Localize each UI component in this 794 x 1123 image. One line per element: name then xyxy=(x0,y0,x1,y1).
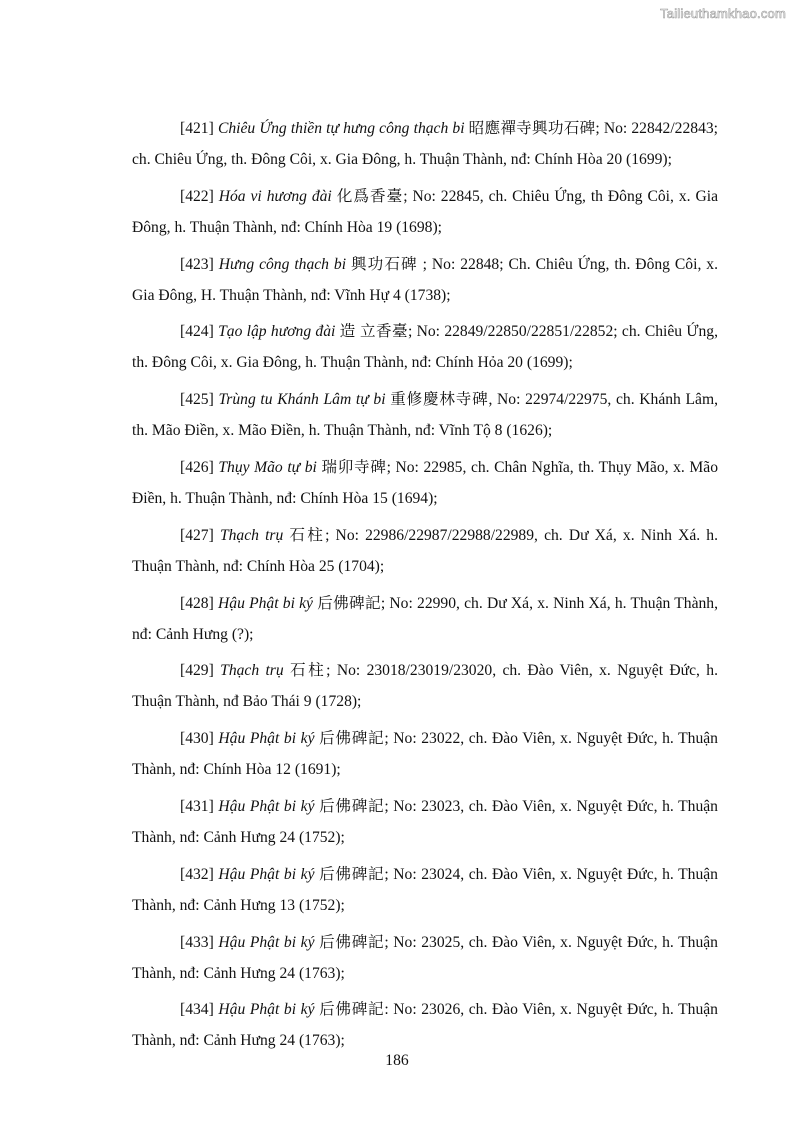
entry-details: 后佛碑記; No: 23025, ch. Đào Viên, x. Nguyệt Đức, h. Thuận Thành, nđ: Cảnh Hưng 24 (1763); xyxy=(132,933,718,982)
list-item xyxy=(132,384,718,446)
entry-number: [427] xyxy=(180,526,214,544)
entry-details: 后佛碑記; No: 23022, ch. Đào Viên, x. Nguyệt Đức, h. Thuận Thành, nđ: Chính Hòa 12 (1691); xyxy=(132,730,718,779)
list-item xyxy=(132,791,718,853)
list-item xyxy=(132,994,718,1056)
entry-title: Hậu Phật bi ký xyxy=(218,1001,315,1019)
entry-number: [423] xyxy=(180,255,214,273)
entry-title: Hậu Phật bi ký xyxy=(218,865,315,883)
entry-title: Chiêu Ứng thiền tự hưng công thạch bi xyxy=(217,120,465,137)
list-item xyxy=(132,452,718,514)
entry-number: [430] xyxy=(180,730,214,748)
entry-title: Hóa vi hương đài xyxy=(218,187,332,205)
entry-title: Thạch trụ xyxy=(219,526,284,544)
list-item xyxy=(132,249,718,311)
list-item xyxy=(132,723,718,785)
entry-details: 后佛碑記; No: 23023, ch. Đào Viên, x. Nguyệt Đức, h. Thuận Thành, nđ: Cảnh Hưng 24 (1752); xyxy=(132,797,718,846)
entry-title: Hậu Phật bi ký xyxy=(218,797,315,815)
page-number: 186 xyxy=(385,1052,409,1069)
list-item xyxy=(132,113,718,175)
bibliography-list xyxy=(132,113,718,1062)
entry-details: 造 立香臺; No: 22849/22850/22851/22852; ch. Chiêu Ứng, th. Đông Côi, x. Gia Đông, h. Thuận Thành, nđ: Chính Hỏa 20 (1699); xyxy=(132,323,718,372)
entry-details: 興功石碑 ; No: 22848; Ch. Chiêu Ứng, th. Đông Côi, x. Gia Đông, H. Thuận Thành, nđ: Vĩnh Hự 4 (1738); xyxy=(132,255,718,304)
entry-title: Hậu Phật bi ký xyxy=(218,730,315,748)
list-item xyxy=(132,927,718,989)
entry-details: 重修慶林寺碑, No: 22974/22975, ch. Khánh Lâm, th. Mão Điền, x. Mão Điền, h. Thuận Thành, nđ: Vĩnh Tộ 8 (1626); xyxy=(132,391,718,440)
entry-title: Hậu Phật bi ký xyxy=(218,933,315,951)
entry-number: [434] xyxy=(180,1001,214,1019)
entry-details: 瑞卯寺碑; No: 22985, ch. Chân Nghĩa, th. Thụy Mão, x. Mão Điền, h. Thuận Thành, nđ: Chính Hòa 15 (1694); xyxy=(132,458,719,507)
entry-number: [421] xyxy=(180,120,214,137)
list-item xyxy=(132,181,718,243)
entry-details: 石柱; No: 23018/23019/23020, ch. Đào Viên, x. Nguyệt Đức, h. Thuận Thành, nđ Bảo Thái 9 (1728); xyxy=(132,662,718,711)
list-item xyxy=(132,588,718,650)
list-item xyxy=(132,655,718,717)
list-item xyxy=(132,316,718,378)
entry-details: 后佛碑記; No: 23024, ch. Đào Viên, x. Nguyệt Đức, h. Thuận Thành, nđ: Cảnh Hưng 13 (1752); xyxy=(132,865,718,914)
entry-details: 后佛碑記: No: 23026, ch. Đào Viên, x. Nguyệt Đức, h. Thuận Thành, nđ: Cảnh Hưng 24 (1763); xyxy=(132,1001,718,1050)
entry-number: [428] xyxy=(180,594,214,612)
entry-number: [433] xyxy=(180,933,214,951)
entry-title: Thạch trụ xyxy=(220,662,284,680)
list-item xyxy=(132,859,718,921)
watermark: Tailieuthamkhao.com xyxy=(660,6,786,21)
list-item xyxy=(132,520,718,582)
entry-number: [424] xyxy=(180,323,214,341)
entry-title: Thụy Mão tự bi xyxy=(218,458,317,476)
entry-number: [425] xyxy=(180,391,214,409)
entry-number: [431] xyxy=(180,797,214,815)
entry-title: Trùng tu Khánh Lâm tự bi xyxy=(218,391,386,409)
entry-details: 化爲香臺; No: 22845, ch. Chiêu Ứng, th Đông Côi, x. Gia Đông, h. Thuận Thành, nđ: Chính Hòa 19 (1698); xyxy=(132,187,718,236)
entry-title: Hưng công thạch bi xyxy=(218,255,347,273)
entry-number: [422] xyxy=(180,187,214,205)
entry-number: [426] xyxy=(180,458,214,476)
entry-number: [432] xyxy=(180,865,214,883)
entry-title: Tạo lập hương đài xyxy=(218,323,336,341)
entry-details: 后佛碑記; No: 22990, ch. Dư Xá, x. Ninh Xá, h. Thuận Thành, nđ: Cảnh Hưng (?); xyxy=(132,594,718,643)
entry-number: [429] xyxy=(180,662,214,680)
entry-details: 昭應禪寺興功石碑; No: 22842/22843; ch. Chiêu Ứng, th. Đông Côi, x. Gia Đông, h. Thuận Thành, nđ: Chính Hòa 20 (1699); xyxy=(132,120,719,168)
entry-details: 石柱; No: 22986/22987/22988/22989, ch. Dư Xá, x. Ninh Xá. h. Thuận Thành, nđ: Chính Hòa 25 (1704); xyxy=(132,526,718,575)
entry-title: Hậu Phật bi ký xyxy=(218,594,313,612)
